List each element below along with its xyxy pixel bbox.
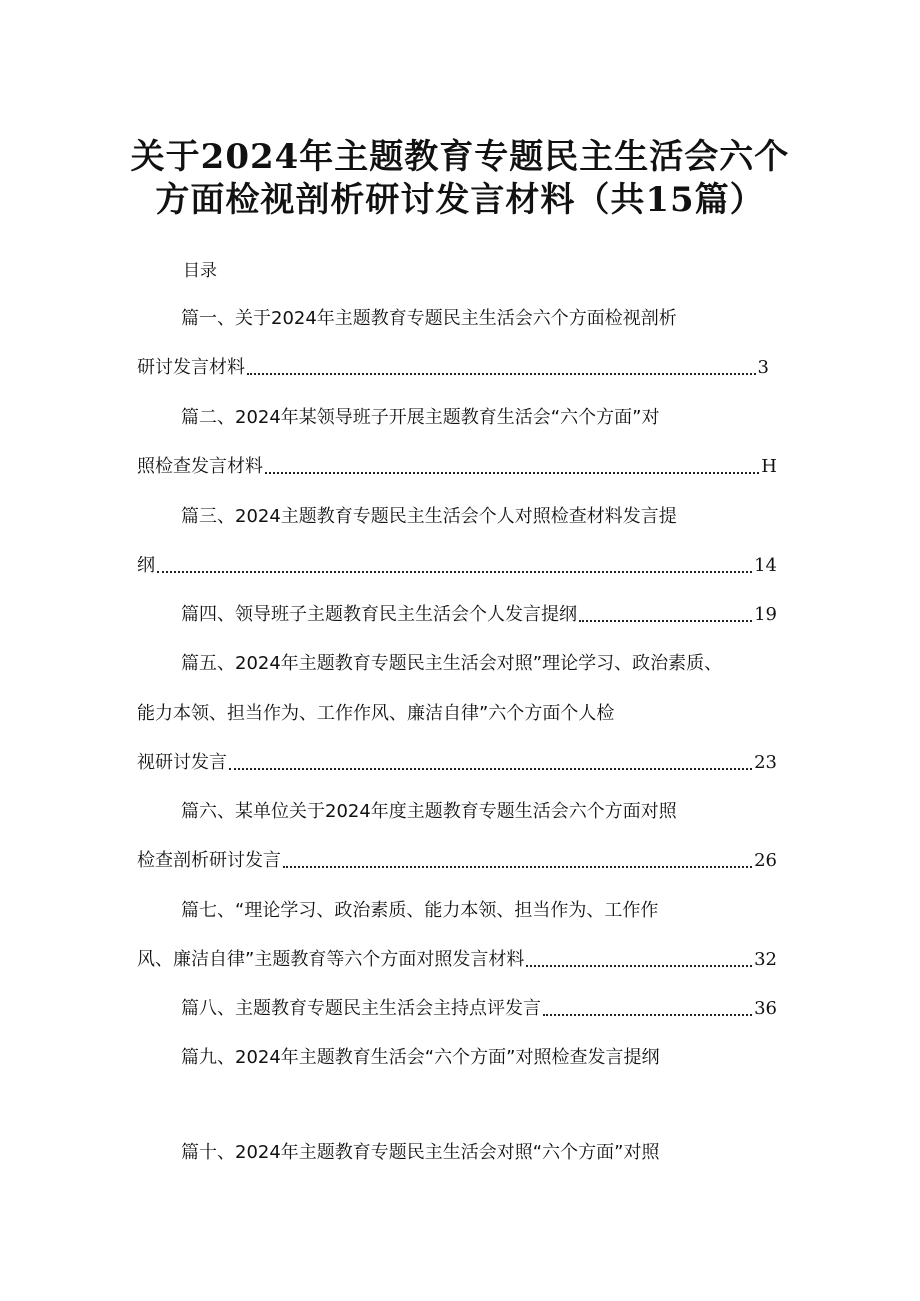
toc-entry-7-page: 32: [754, 949, 777, 970]
toc-entry-5-line-1[interactable]: 篇五、2024年主题教育专题民主生活会对照”理论学习、政治素质、: [181, 653, 723, 674]
dot-leader: [526, 965, 752, 967]
toc-entry-1-line-2[interactable]: [137, 355, 769, 381]
toc-entry-7-text: 风、廉洁自律”主题教育等六个方面对照发言材料: [137, 949, 525, 970]
toc-entry-10[interactable]: 篇十、2024年主题教育专题民主生活会对照“六个方面”对照: [181, 1142, 660, 1163]
toc-entry-9[interactable]: 篇九、2024年主题教育生活会“六个方面”对照检查发言提纲: [181, 1047, 660, 1068]
toc-entry-1-text: 研讨发言材料: [137, 357, 245, 378]
dot-leader: [229, 768, 752, 770]
dot-leader: [579, 620, 752, 622]
toc-entry-8-text: 篇八、主题教育专题民主生活会主持点评发言: [181, 998, 541, 1019]
toc-entry-3-line-2[interactable]: [137, 553, 777, 579]
toc-entry-8-page: 36: [754, 998, 777, 1019]
toc-label: 目录: [183, 261, 217, 281]
toc-entry-4-text: 篇四、领导班子主题教育民主生活会个人发言提纲: [181, 604, 577, 625]
toc-entry-6-line-1[interactable]: 篇六、某单位关于2024年度主题教育专题生活会六个方面对照: [181, 801, 677, 822]
toc-entry-1-line-1[interactable]: 篇一、关于2024年主题教育专题民主生活会六个方面检视剖析: [181, 308, 677, 329]
toc-entry-4-page: 19: [754, 604, 777, 625]
toc-entry-5-line-2[interactable]: 能力本领、担当作为、工作作风、廉洁自律”六个方面个人检: [137, 703, 615, 724]
toc-entry-3-line-1[interactable]: 篇三、2024主题教育专题民主生活会个人对照检查材料发言提: [181, 506, 677, 527]
toc-entry-4[interactable]: [181, 602, 777, 628]
toc-entry-6-line-2[interactable]: [137, 848, 777, 874]
toc-entry-2-page: H: [761, 456, 777, 477]
toc-entry-2-text: 照检查发言材料: [137, 456, 263, 477]
toc-entry-8[interactable]: [181, 996, 777, 1022]
dot-leader: [265, 472, 759, 474]
toc-entry-3-page: 14: [754, 555, 777, 576]
toc-entry-6-page: 26: [754, 850, 777, 871]
toc-entry-2-line-1[interactable]: 篇二、2024年某领导班子开展主题教育生活会“六个方面”对: [181, 407, 660, 428]
toc-entry-7-line-2[interactable]: [137, 947, 777, 973]
toc-entry-5-line-3[interactable]: [137, 750, 777, 776]
dot-leader: [157, 571, 752, 573]
toc-entry-5-text: 视研讨发言: [137, 752, 227, 773]
toc-entry-3-text: 纲: [137, 555, 155, 576]
dot-leader: [543, 1014, 752, 1016]
toc-entry-5-page: 23: [754, 752, 777, 773]
document-title-line-1: 关于2024年主题教育专题民主生活会六个: [130, 137, 790, 177]
toc-entry-6-text: 检查剖析研讨发言: [137, 850, 281, 871]
dot-leader: [247, 373, 756, 375]
toc-entry-1-page: 3: [757, 357, 769, 378]
document-title-line-2: 方面检视剖析研讨发言材料（共15篇）: [155, 180, 765, 220]
toc-entry-7-line-1[interactable]: 篇七、“理论学习、政治素质、能力本领、担当作为、工作作: [181, 900, 659, 921]
dot-leader: [283, 866, 752, 868]
toc-entry-2-line-2[interactable]: [137, 454, 777, 480]
